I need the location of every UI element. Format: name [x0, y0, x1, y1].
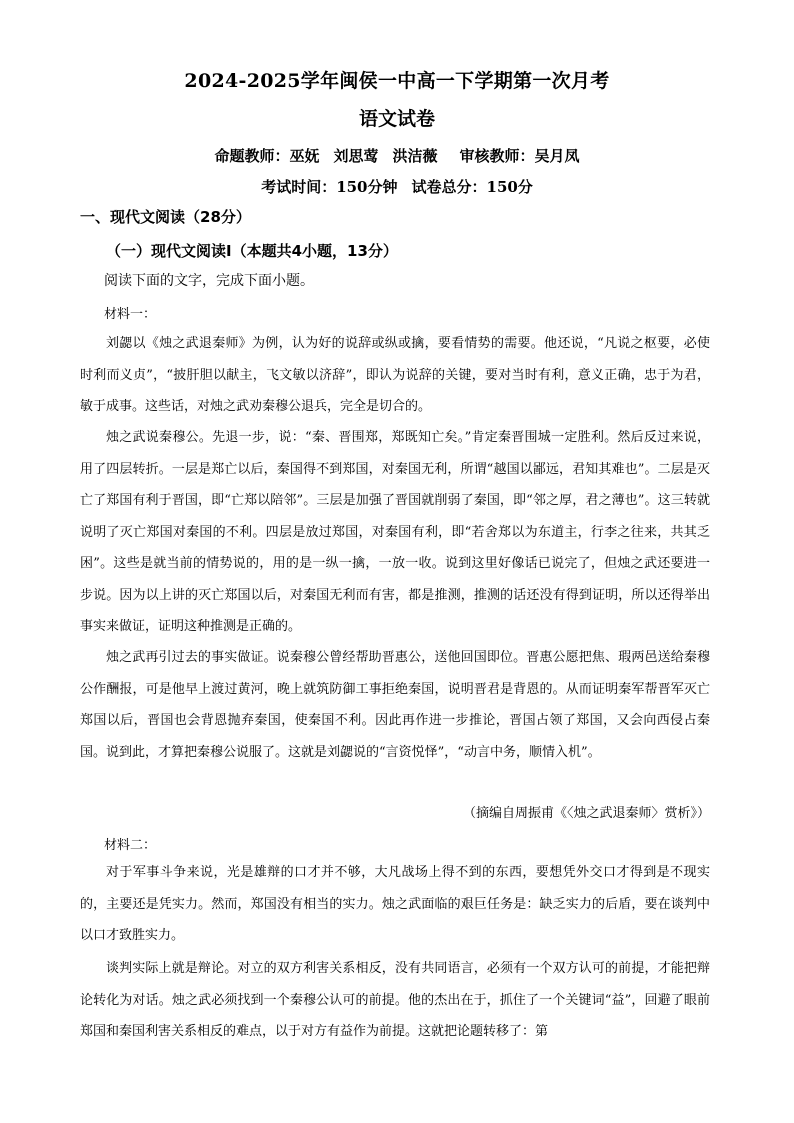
material-two-paragraph: 谈判实际上就是辩论。对立的双方利害关系相反，没有共同语言，必须有一个双方认可的前提，才能把辩论转化为对话。烛之武必须找到一个秦穆公认可的前提。他的杰出在于，抓住了一个关键词“益”，回避了眼前郑国和秦国利害关系相反的难点，以于对方有益作为前提。这就把论题转移了：第 — [80, 961, 710, 1039]
material-two-paragraph: 对于军事斗争来说，光是雄辩的口才并不够，大凡战场上得不到的东西，要想凭外交口才得到是不现实的，主要还是凭实力。然而，郑国没有相当的实力。烛之武面临的艰巨任务是：缺乏实力的后盾，要在谈判中以口才致胜实力。 — [80, 865, 710, 943]
material-one-paragraph: 刘勰以《烛之武退秦师》为例，认为好的说辞或纵或擒，要看情势的需要。他还说，“凡说之枢要，必使时利而义贞”，“披肝胆以献主，飞文敏以济辞”，即认为说辞的关键，要对当时有利，意义正确，忠于为君，敏于成事。这些话，对烛之武劝秦穆公退兵，完全是切合的。 — [80, 336, 710, 414]
material-one-paragraph: 烛之武说秦穆公。先退一步，说：“秦、晋围郑，郑既知亡矣。”肯定秦晋围城一定胜利。然后反过来说，用了四层转折。一层是郑亡以后，秦国得不到郑国，对秦国无利，所谓“越国以鄙远，君知其难也”。二层是灭亡了郑国有利于晋国，即“亡郑以陪邻”。三层是加强了晋国就削弱了秦国，即“邻之厚，君之薄也”。这三转就说明了灭亡郑国对秦国的不利。四层是放过郑国，对秦国有利，即“若舍郑以为东道主，行李之往来，共其乏困”。这些是就当前的情势说的，用的是一纵一擒，一放一收。说到这里好像话已说完了，但烛之武还要进一步说。因为以上讲的灭亡郑国以后，对秦国无利而有害，都是推测，推测的话还没有得到证明，所以还得举出事实来做证，证明这种推测是正确的。 — [80, 430, 710, 634]
teachers-line — [0, 145, 794, 166]
subject-title: 语文试卷 — [358, 108, 435, 130]
reviewer-name: 吴月凤 — [534, 147, 580, 165]
section-heading: 一、现代文阅读（28分） — [80, 208, 251, 226]
material-two-label: 材料二： — [104, 838, 157, 853]
exam-title: 2024-2025学年闽侯一中高一下学期第一次月考 — [184, 70, 610, 92]
setters-label: 命题教师： — [214, 147, 290, 165]
setter-name: 刘思莺 — [333, 147, 379, 165]
reading-instruction: 阅读下面的文字，完成下面小题。 — [104, 273, 314, 289]
subsection-heading: （一）现代文阅读Ⅰ（本题共4小题，13分） — [106, 242, 398, 260]
exam-score: 试卷总分：150分 — [411, 178, 533, 196]
setter-name: 洪洁薇 — [392, 147, 438, 165]
exam-time: 考试时间：150分钟 — [261, 178, 398, 196]
exam-info-line — [0, 176, 794, 197]
material-one-label: 材料一： — [104, 307, 157, 322]
reviewer-label: 审核教师： — [459, 147, 535, 165]
setter-name: 巫妩 — [289, 147, 320, 165]
material-one-source: （摘编自周振甫《〈烛之武退秦师〉赏析》） — [462, 806, 710, 821]
material-one-paragraph: 烛之武再引过去的事实做证。说秦穆公曾经帮助晋惠公，送他回国即位。晋惠公愿把焦、瑕两邑送给秦穆公作酬报，可是他早上渡过黄河，晚上就筑防御工事拒绝秦国，说明晋君是背恩的。从而证明秦军帮晋军灭亡郑国以后，晋国也会背恩抛弃秦国，使秦国不利。因此再作进一步推论，晋国占领了郑国，又会向西侵占秦国。说到此，才算把秦穆公说服了。这就是刘勰说的“言资悦怿”，“动言中务，顺情入机”。 — [80, 650, 710, 760]
